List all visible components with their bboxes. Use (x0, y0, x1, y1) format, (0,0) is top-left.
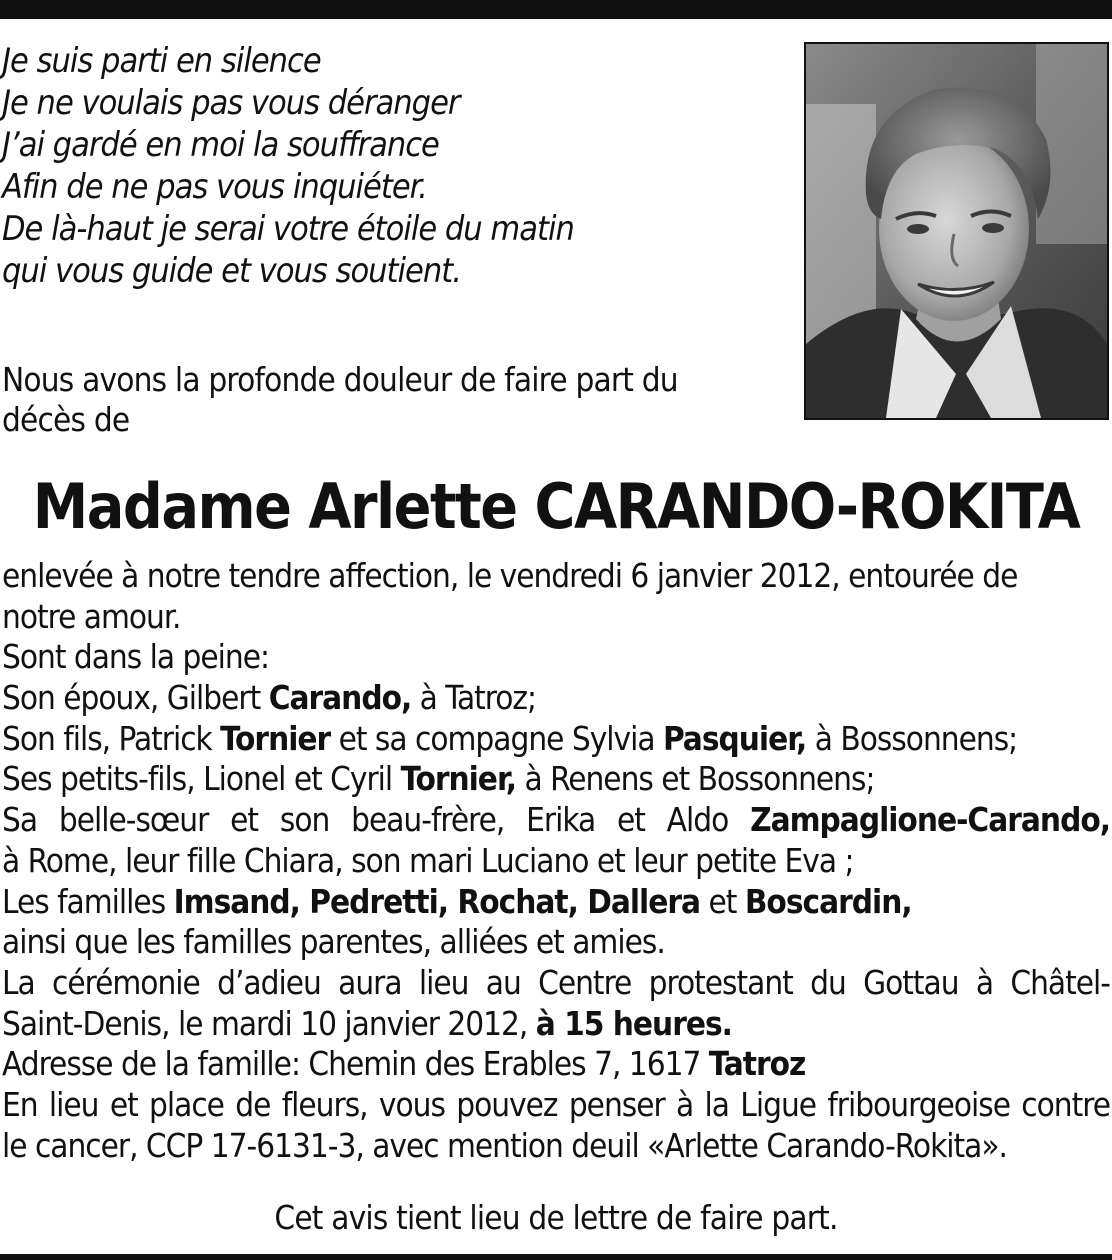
body-line (2, 759, 1110, 800)
body-line (2, 678, 1110, 719)
body-text: Son fils, Patrick (2, 718, 221, 758)
body-text: ainsi que les familles parentes, alliées et amies. (2, 922, 665, 962)
body-text: Ses petits-fils, Lionel et Cyril (2, 759, 401, 799)
body-text: notre amour. (2, 596, 181, 636)
family-name: Pasquier, (662, 718, 807, 758)
body-text: à Renens et Bossonnens; (516, 759, 875, 799)
closing-note: Cet avis tient lieu de lettre de faire part. (274, 1198, 838, 1237)
body-text: à Tatroz; (411, 678, 537, 718)
ceremony-time: à 15 heures. (535, 1003, 732, 1043)
body-line (2, 841, 1110, 882)
bottom-rule (0, 1254, 1112, 1260)
intro-text: Nous avons la profonde douleur de faire part du décès de (2, 360, 678, 439)
top-rule (0, 0, 1112, 19)
body-text: enlevée à notre tendre affection, le vendredi 6 janvier 2012, entourée de (2, 556, 1018, 595)
body-line (2, 963, 1110, 1004)
poem-line: J’ai gardé en moi la souffrance (2, 125, 439, 165)
family-name: Boscardin, (744, 881, 912, 921)
poem (2, 40, 574, 292)
body-text: Saint-Denis, le mardi 10 janvier 2012, (2, 1003, 536, 1043)
body-line (2, 1085, 1110, 1126)
body-text: Adresse de la famille: Chemin des Erables 7, 1617 (2, 1044, 709, 1084)
body-line (2, 922, 1110, 963)
body-line (2, 882, 1110, 923)
body-text: et (700, 881, 745, 921)
body-text: En lieu et place de fleurs, vous pouvez penser à la Ligue fribourgeoise contre (2, 1084, 1110, 1124)
body-text: Sont dans la peine: (2, 637, 269, 677)
poem-line: De là-haut je serai votre étoile du matin (2, 209, 574, 249)
body-text: à Bossonnens; (806, 718, 1018, 758)
body-text: Son époux, Gilbert (2, 678, 269, 718)
family-name: Tornier, (400, 759, 517, 799)
deceased-name: Madame Arlette CARANDO-ROKITA (32, 470, 1080, 543)
body-line (2, 556, 1110, 597)
body-text: La cérémonie d’adieu aura lieu au Centre protestant du Gottau à Châtel- (2, 962, 1110, 1002)
body-line (2, 800, 1110, 841)
family-name: Tornier (220, 718, 331, 758)
body-text: le cancer, CCP 17-6131-3, avec mention deuil «Arlette Carando-Rokita». (2, 1125, 1007, 1165)
announcement-body (2, 556, 1110, 1166)
body-line (2, 597, 1110, 638)
body-line (2, 1004, 1110, 1045)
poem-line: Afin de ne pas vous inquiéter. (2, 167, 427, 207)
body-text: et sa compagne Sylvia (330, 718, 663, 758)
body-line (2, 637, 1110, 678)
family-name: Zampaglione-Carando, (750, 800, 1110, 840)
poem-line: Je ne voulais pas vous déranger (2, 83, 460, 123)
family-name: Carando, (268, 678, 412, 718)
body-text: Les familles (2, 881, 174, 921)
body-line (2, 1044, 1110, 1085)
poem-line: qui vous guide et vous soutient. (2, 251, 461, 291)
portrait-image (806, 44, 1107, 418)
body-line (2, 719, 1110, 760)
family-names: Imsand, Pedretti, Rochat, Dallera (173, 881, 701, 921)
portrait-photo (804, 42, 1109, 420)
body-text: Sa belle-sœur et son beau-frère, Erika et Aldo (2, 800, 751, 840)
poem-line: Je suis parti en silence (2, 41, 321, 81)
body-line (2, 1126, 1110, 1167)
address-town: Tatroz (708, 1044, 806, 1084)
body-text: à Rome, leur fille Chiara, son mari Luciano et leur petite Eva ; (2, 840, 854, 880)
